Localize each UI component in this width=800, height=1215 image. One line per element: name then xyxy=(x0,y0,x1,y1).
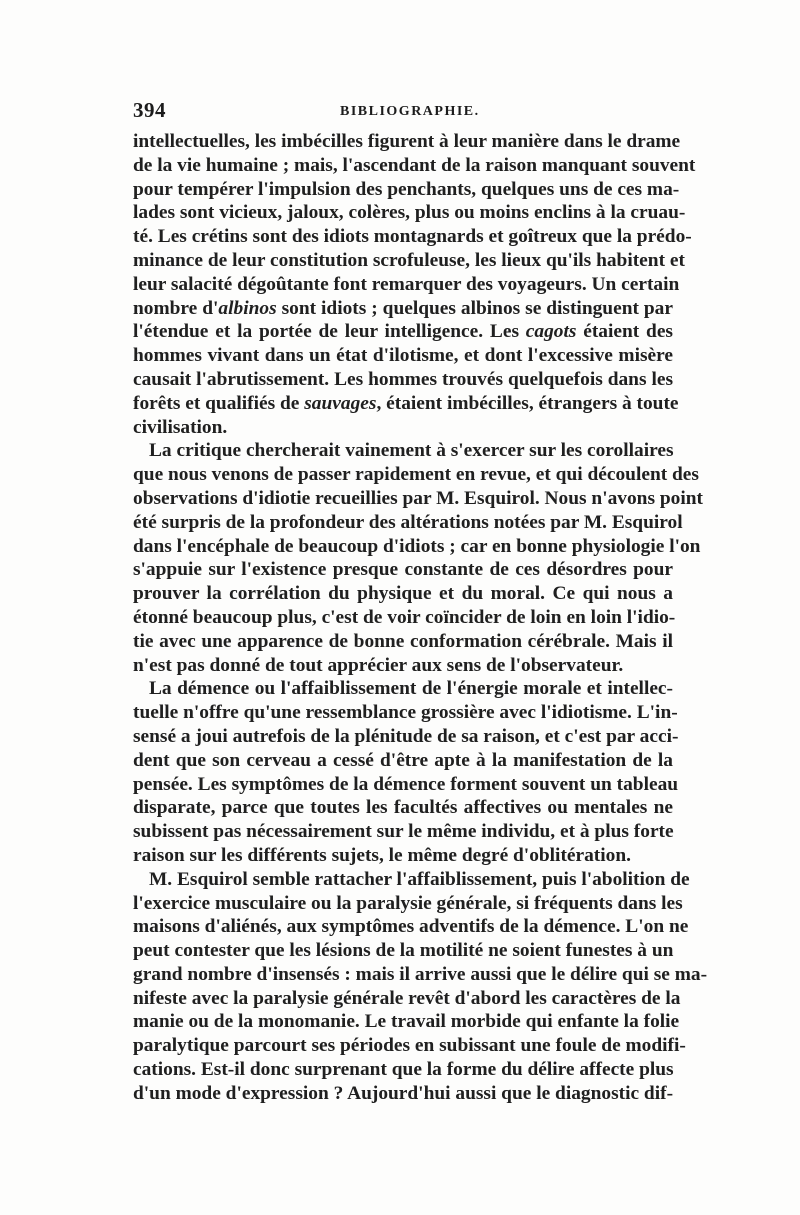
text-run: forêts et qualifiés de xyxy=(133,392,305,414)
text-line xyxy=(133,892,683,916)
text-line xyxy=(133,1058,673,1082)
text-run: M. Esquirol semble rattacher l'affaiblissement, puis l'abolition de xyxy=(149,868,690,890)
text-line xyxy=(133,511,683,535)
text-run: leur salacité dégoûtante font remarquer des voyageurs. Un certain xyxy=(133,273,680,295)
text-run: civilisation. xyxy=(133,416,228,438)
body-text xyxy=(133,130,708,1106)
text-run: paralytique parcourt ses périodes en subissant une foule de modifi- xyxy=(133,1035,686,1057)
text-line xyxy=(133,392,679,416)
text-run: minance de leur constitution scrofuleuse, les lieux qu'ils habitent et xyxy=(133,249,685,271)
text-run: nifeste avec la paralysie générale revêt d'abord les caractères de la xyxy=(133,987,681,1009)
text-run: causait l'abrutissement. Les hommes trouvés quelquefois dans les xyxy=(133,368,673,390)
text-line xyxy=(133,773,679,797)
text-run: cations. Est-il donc surprenant que la forme du délire affecte plus xyxy=(133,1059,674,1081)
text-line xyxy=(133,439,673,463)
text-run: La critique chercherait vainement à s'exercer sur les corollaires xyxy=(149,440,674,462)
text-run: té. Les crétins sont des idiots montagnards et goîtreux que la prédo- xyxy=(133,226,692,248)
text-line xyxy=(133,463,699,487)
text-run: peut contester que les lésions de la motilité ne soient funestes à un xyxy=(133,940,674,962)
page-header xyxy=(133,98,673,128)
text-run: pensée. Les symptômes de la démence forment souvent un tableau xyxy=(133,773,679,795)
italic-term: albinos xyxy=(218,297,277,319)
text-line xyxy=(133,154,696,178)
text-line xyxy=(133,273,680,297)
text-line xyxy=(133,654,673,678)
text-line xyxy=(133,130,681,154)
text-run: l'exercice musculaire ou la paralysie générale, si fréquents dans les xyxy=(133,892,683,914)
text-run: disparate, parce que toutes les facultés affectives ou mentales ne xyxy=(133,797,673,819)
italic-term: cagots xyxy=(525,321,577,343)
text-run: s'appuie sur l'existence presque constante de ces désordres pour xyxy=(133,559,673,581)
text-line xyxy=(133,249,685,273)
text-run: que nous venons de passer rapidement en revue, et qui découlent des xyxy=(133,464,699,486)
text-run: manie ou de la monomanie. Le travail morbide qui enfante la folie xyxy=(133,1011,680,1033)
text-run: tuelle n'offre qu'une ressemblance grossière avec l'idiotisme. L'in- xyxy=(133,702,678,724)
text-run: La démence ou l'affaiblissement de l'énergie morale et intellec- xyxy=(149,678,673,700)
text-line xyxy=(133,963,708,987)
text-line xyxy=(133,844,673,868)
text-line xyxy=(133,796,673,820)
text-line xyxy=(133,535,701,559)
text-line xyxy=(133,344,673,368)
text-run: grand nombre d'insensés : mais il arrive aussi que le délire qui se ma- xyxy=(133,963,708,985)
text-line xyxy=(133,558,673,582)
text-line xyxy=(133,868,690,892)
text-run: l'étendue et la portée de leur intelligence. Les xyxy=(133,321,526,343)
text-line xyxy=(133,987,681,1011)
text-run: étonné beaucoup plus, c'est de voir coïncider de loin en loin l'idio- xyxy=(133,606,676,628)
text-run: lades sont vicieux, jaloux, colères, plus ou moins enclins à la cruau- xyxy=(133,202,686,224)
text-line xyxy=(133,1010,680,1034)
text-run: , étaient imbécilles, étrangers à toute xyxy=(376,392,679,414)
text-line xyxy=(133,297,673,321)
text-run: hommes vivant dans un état d'ilotisme, et dont l'excessive misère xyxy=(133,345,673,367)
text-line xyxy=(133,606,676,630)
text-line xyxy=(133,225,692,249)
text-line xyxy=(133,1082,673,1106)
text-line xyxy=(133,201,686,225)
text-run: subissent pas nécessairement sur le même individu, et à plus forte xyxy=(133,821,674,843)
text-line xyxy=(133,178,680,202)
text-run: intellectuelles, les imbécilles figurent à leur manière dans le drame xyxy=(133,131,681,152)
text-run: nombre d' xyxy=(133,297,219,319)
text-line xyxy=(133,677,673,701)
text-run: d'un mode d'expression ? Aujourd'hui aussi que le diagnostic dif- xyxy=(133,1082,674,1104)
text-run: été surpris de la profondeur des altérations notées par M. Esquirol xyxy=(133,511,683,533)
text-line xyxy=(133,416,673,440)
text-line xyxy=(133,820,673,844)
text-line xyxy=(133,368,673,392)
text-run: de la vie humaine ; mais, l'ascendant de la raison manquant souvent xyxy=(133,154,696,176)
text-line xyxy=(133,487,703,511)
text-run: sont idiots ; quelques albinos se distinguent par xyxy=(276,297,673,319)
text-run: observations d'idiotie recueillies par M. Esquirol. Nous n'avons point xyxy=(133,487,703,509)
text-line xyxy=(133,701,678,725)
text-run: raison sur les différents sujets, le même degré d'oblitération. xyxy=(133,844,631,866)
text-line xyxy=(133,320,673,344)
text-run: tie avec une apparence de bonne conformation cérébrale. Mais il xyxy=(133,630,673,652)
text-line xyxy=(133,725,679,749)
text-run: dent que son cerveau a cessé d'être apte à la manifestation de la xyxy=(133,749,673,771)
text-run: maisons d'aliénés, aux symptômes adventifs de la démence. L'on ne xyxy=(133,916,689,938)
text-run: pour tempérer l'impulsion des penchants, quelques uns de ces ma- xyxy=(133,178,680,200)
text-run: n'est pas donné de tout apprécier aux sens de l'observateur. xyxy=(133,654,624,676)
italic-term: sauvages xyxy=(304,392,377,414)
text-line xyxy=(133,915,689,939)
text-run: sensé a joui autrefois de la plénitude de sa raison, et c'est par acci- xyxy=(133,725,679,747)
text-line xyxy=(133,582,673,606)
text-line xyxy=(133,939,673,963)
text-line xyxy=(133,749,673,773)
page-number: 394 xyxy=(133,98,166,122)
text-line xyxy=(133,630,673,654)
text-line xyxy=(133,1034,686,1058)
text-run: étaient des xyxy=(576,321,673,343)
text-run: prouver la corrélation du physique et du moral. Ce qui nous a xyxy=(133,583,673,605)
running-head: BIBLIOGRAPHIE. xyxy=(340,104,480,119)
text-run: dans l'encéphale de beaucoup d'idiots ; car en bonne physiologie l'on xyxy=(133,535,701,557)
